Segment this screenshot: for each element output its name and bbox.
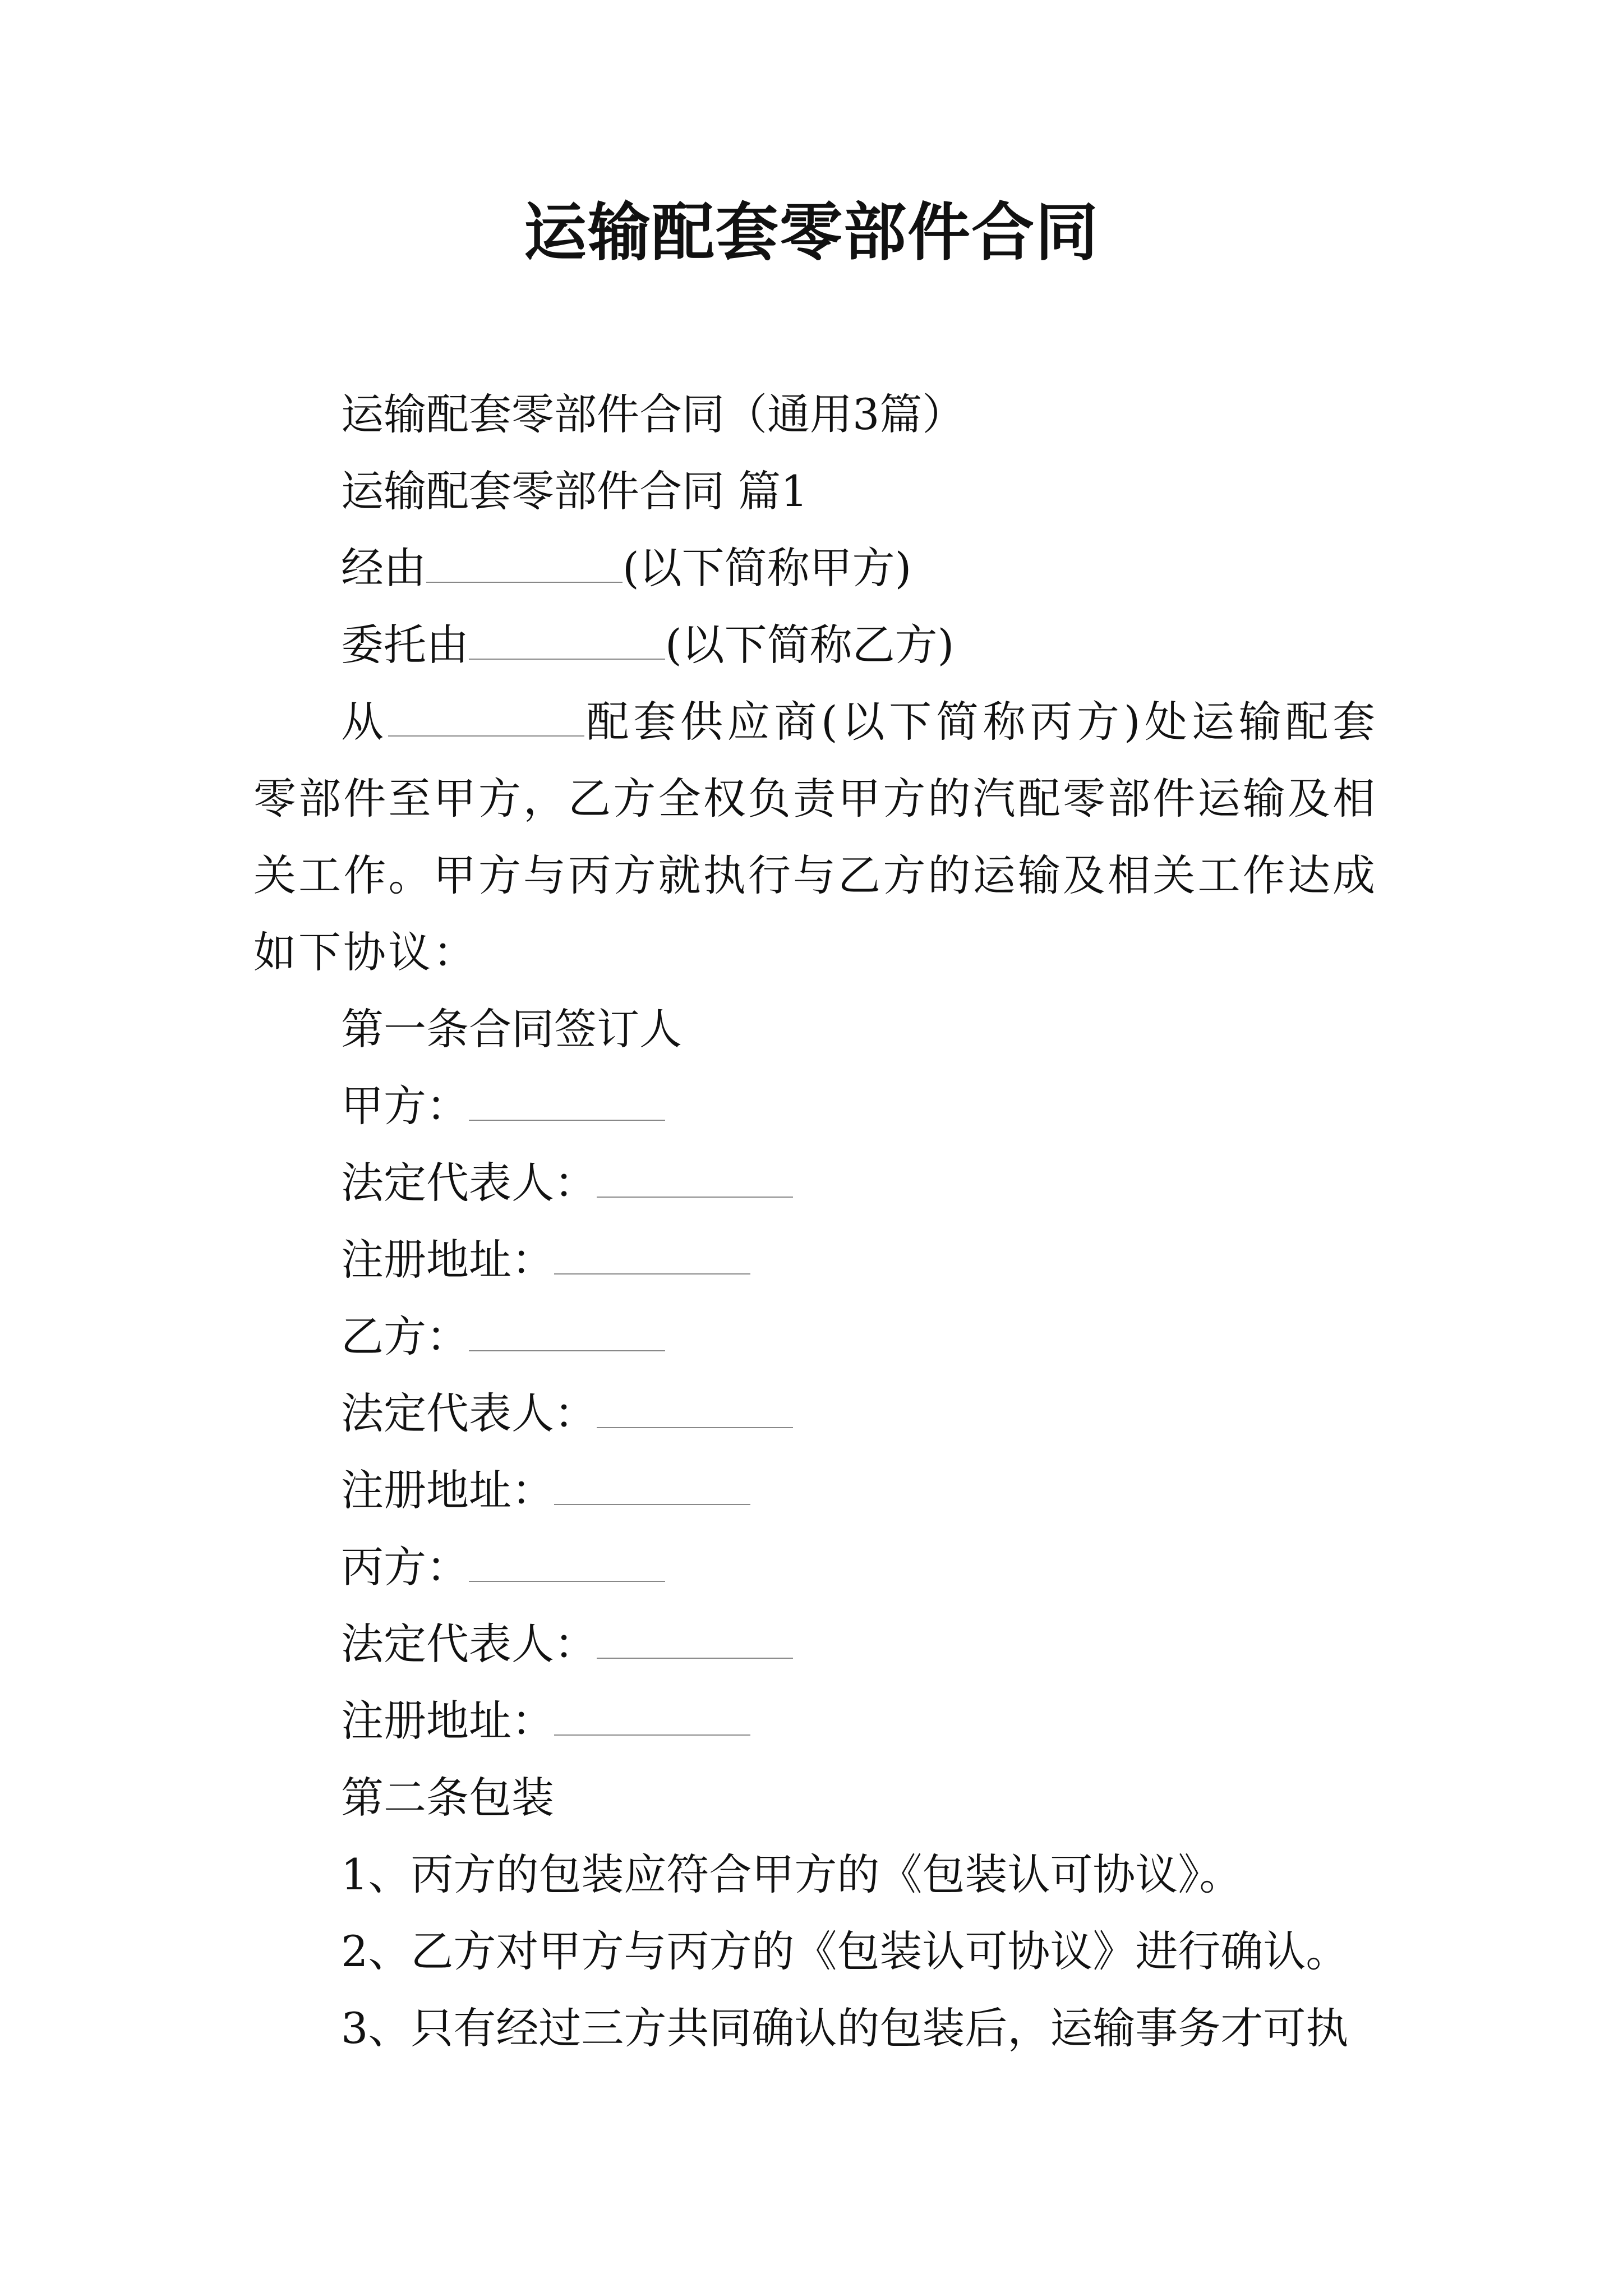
line-jingyou-suffix: (以下简称甲方): [623, 543, 912, 593]
line-jingyou: [253, 530, 1377, 606]
line-jingyou-prefix: 经由: [341, 543, 426, 593]
party-a-rep-line: [253, 1144, 1377, 1221]
blank-field: [597, 1624, 793, 1659]
blank-field: [554, 1470, 750, 1505]
document-title: 运输配套零部件合同: [524, 196, 1099, 269]
party-a-addr-line: [253, 1221, 1377, 1298]
blank-field: [469, 625, 665, 660]
line-weituo: [253, 606, 1377, 683]
blank-field: [469, 1547, 665, 1582]
party-b-rep-line: [253, 1375, 1377, 1452]
blank-field: [469, 1086, 665, 1121]
party-a-line: [253, 1068, 1377, 1144]
party-c-label: 丙方：: [341, 1542, 469, 1592]
party-b-rep-label: 法定代表人：: [341, 1388, 597, 1438]
blank-field: [597, 1163, 793, 1198]
blank-field: [554, 1701, 750, 1736]
blank-field: [597, 1393, 793, 1428]
intro-paragraph: [253, 683, 1377, 991]
list-item-2: 2、乙方对甲方与丙方的《包装认可协议》进行确认。: [341, 1926, 1349, 1976]
party-c-line: [253, 1529, 1377, 1605]
party-a-rep-label: 法定代表人：: [341, 1158, 597, 1208]
party-b-addr-line: [253, 1452, 1377, 1529]
party-c-addr-line: [253, 1682, 1377, 1759]
blank-field: [426, 548, 623, 583]
party-b-line: [253, 1298, 1377, 1375]
blank-field: [388, 702, 584, 737]
blank-field: [469, 1317, 665, 1351]
line-weituo-prefix: 委托由: [341, 620, 469, 670]
part-heading: 运输配套零部件合同 篇1: [341, 466, 808, 516]
list-item-3: 3、只有经过三方共同确认的包装后，运输事务才可执: [341, 2003, 1349, 2053]
party-b-label: 乙方：: [341, 1312, 469, 1361]
party-b-addr-label: 注册地址：: [341, 1465, 554, 1515]
intro-suffix: 配套供应商(以下简称丙方)处运输配套零部件至甲方，乙方全权负责甲方的汽配零部件运输及相关工作。甲方与丙方就执行与乙方的运输及相关工作达成如下协议：: [253, 697, 1378, 977]
article-2-heading: 第二条包装: [341, 1773, 554, 1823]
article-1-heading: 第一条合同签订人: [341, 1004, 682, 1054]
party-c-rep-line: [253, 1605, 1377, 1682]
party-a-addr-label: 注册地址：: [341, 1235, 554, 1285]
subtitle-line: 运输配套零部件合同（通用3篇）: [341, 389, 965, 439]
document-body: [253, 376, 1377, 2067]
intro-prefix: 从: [341, 697, 388, 747]
list-item-1: 1、丙方的包装应符合甲方的《包装认可协议》。: [341, 1849, 1242, 1899]
party-c-addr-label: 注册地址：: [341, 1696, 554, 1746]
line-weituo-suffix: (以下简称乙方): [665, 620, 955, 670]
blank-field: [554, 1240, 750, 1274]
party-a-label: 甲方：: [341, 1081, 469, 1131]
party-c-rep-label: 法定代表人：: [341, 1619, 597, 1669]
